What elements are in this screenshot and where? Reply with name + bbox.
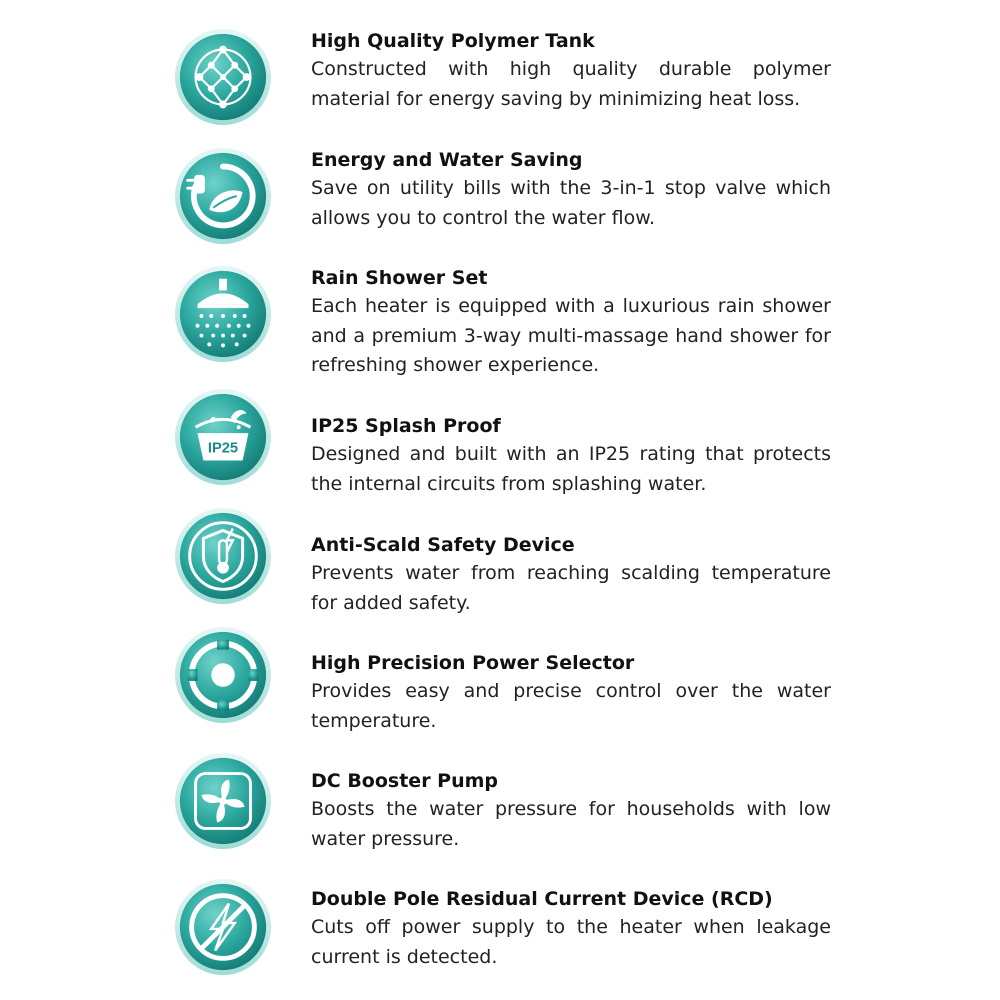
- ip25-splash-icon: [174, 388, 272, 486]
- thermometer-shield-icon: [174, 507, 272, 605]
- feature-title: Energy and Water Saving: [311, 149, 583, 171]
- feature-description: Save on utility bills with the 3-in-1 stop valve which allows you to control the water flow.: [311, 177, 831, 229]
- ip25-badge: IP25: [207, 440, 239, 457]
- feature-title: Rain Shower Set: [311, 267, 488, 289]
- feature-description: Prevents water from reaching scalding temperature for added safety.: [311, 562, 831, 614]
- feature-description: Designed and built with an IP25 rating that protects the internal circuits from splashing water.: [311, 443, 831, 495]
- feature-text: [311, 886, 831, 972]
- rain-shower-icon: [174, 265, 272, 363]
- feature-text: [311, 413, 831, 499]
- feature-title: DC Booster Pump: [311, 770, 499, 792]
- feature-title: Anti-Scald Safety Device: [311, 534, 575, 556]
- polymer-molecule-icon: [174, 28, 272, 126]
- feature-title: Double Pole Residual Current Device (RCD): [311, 888, 773, 910]
- plug-leaf-icon: [174, 147, 272, 245]
- fan-pump-icon: [174, 752, 272, 850]
- feature-title: High Quality Polymer Tank: [311, 30, 595, 52]
- feature-description: Cuts off power supply to the heater when leakage current is detected.: [311, 916, 831, 968]
- feature-text: [311, 768, 831, 854]
- feature-title: High Precision Power Selector: [311, 652, 635, 674]
- feature-text: [311, 532, 831, 618]
- feature-title: IP25 Splash Proof: [311, 415, 501, 437]
- feature-description: Each heater is equipped with a luxurious rain shower and a premium 3-way multi-massage hand shower for refreshing shower experience.: [311, 295, 831, 376]
- feature-text: [311, 28, 831, 114]
- power-selector-icon: [174, 626, 272, 724]
- feature-text: [311, 147, 831, 233]
- feature-description: Boosts the water pressure for households with low water pressure.: [311, 798, 831, 850]
- feature-description: Constructed with high quality durable polymer material for energy saving by minimizing heat loss.: [311, 58, 831, 110]
- feature-text: [311, 265, 831, 381]
- feature-text: [311, 650, 831, 736]
- no-shock-icon: [174, 878, 272, 976]
- feature-description: Provides easy and precise control over the water temperature.: [311, 680, 831, 732]
